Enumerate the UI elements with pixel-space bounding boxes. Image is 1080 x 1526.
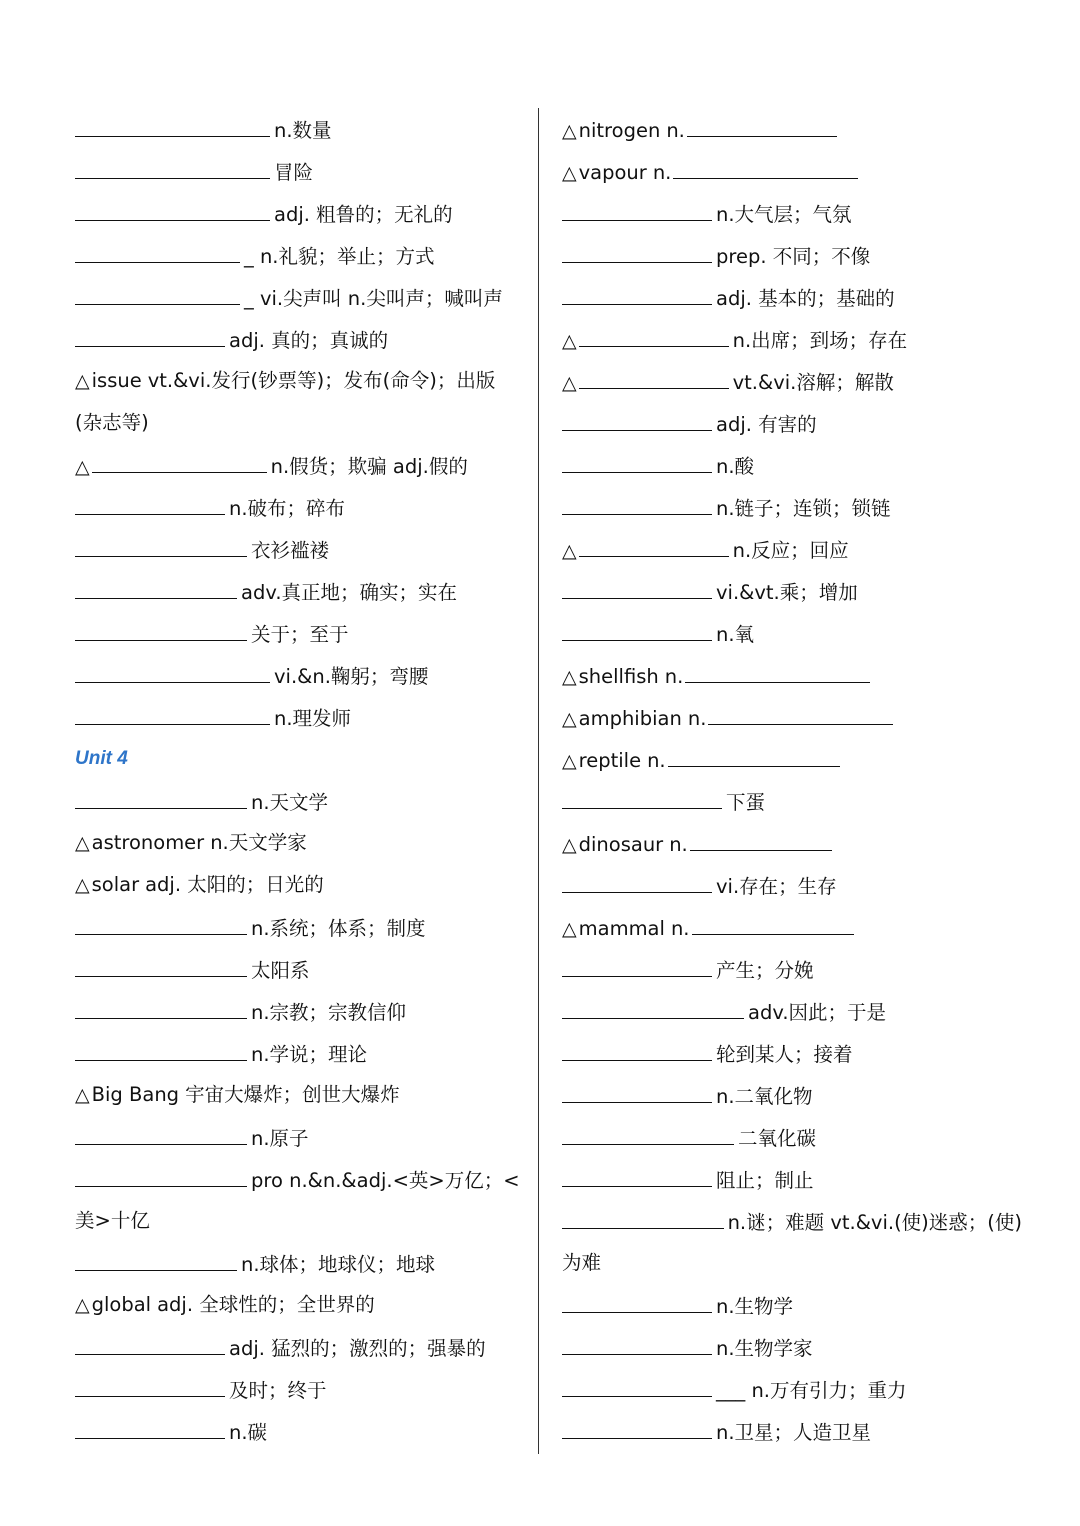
definition: n.	[652, 161, 672, 184]
vocab-term: amphibian	[578, 707, 682, 730]
definition: n.出席；到场；存在	[732, 329, 908, 352]
answer-blank[interactable]	[562, 948, 712, 977]
vocab-term: nitrogen	[578, 119, 661, 142]
definition: adv.因此；于是	[748, 1001, 887, 1024]
definition: adj. 全球性的；全世界的	[157, 1293, 375, 1316]
vocab-line	[75, 1410, 525, 1452]
answer-blank[interactable]	[75, 1116, 247, 1145]
answer-blank[interactable]	[562, 1284, 712, 1313]
triangle-icon: △	[562, 372, 577, 394]
vocab-line	[562, 1284, 1022, 1326]
definition: 美>十亿	[75, 1209, 150, 1232]
vocab-line	[75, 318, 525, 360]
vocab-term: solar	[91, 873, 140, 896]
definition: adj. 猛烈的；激烈的；强暴的	[229, 1337, 486, 1360]
definition: 太阳系	[251, 959, 310, 982]
definition: 下蛋	[726, 791, 766, 814]
definition: 阻止；制止	[716, 1169, 814, 1192]
vocab-line	[75, 1116, 525, 1158]
vocab-line	[562, 1368, 1022, 1410]
vocab-line	[562, 612, 1022, 654]
triangle-icon: △	[562, 666, 577, 688]
definition: n.理发师	[274, 707, 352, 730]
triangle-icon: △	[75, 1294, 90, 1316]
vocab-line	[562, 864, 1022, 906]
answer-blank[interactable]	[708, 696, 893, 725]
unit-heading: Unit 4	[75, 748, 128, 769]
answer-blank[interactable]	[562, 1368, 712, 1397]
definition: n.假货；欺骗 adj.假的	[270, 455, 468, 478]
answer-blank[interactable]	[562, 1158, 712, 1187]
definition: n.天文学家	[210, 831, 307, 854]
definition: 宇宙大爆炸；创世大爆炸	[185, 1083, 400, 1106]
vocab-line	[75, 948, 525, 990]
vocab-line	[562, 150, 1022, 192]
answer-blank[interactable]	[562, 570, 712, 599]
definition: _ vi.尖声叫 n.尖叫声；喊叫声	[244, 287, 503, 310]
vocab-line	[75, 402, 525, 444]
definition: 衣衫褴褛	[251, 539, 330, 562]
vocab-line	[75, 1074, 525, 1116]
vocab-line	[562, 1242, 1022, 1284]
answer-blank[interactable]	[75, 234, 240, 263]
vocab-term: Big Bang	[91, 1083, 180, 1106]
vocab-line	[75, 192, 525, 234]
definition: n.	[664, 665, 684, 688]
vocab-line	[75, 612, 525, 654]
vocab-line	[75, 1326, 525, 1368]
vocab-line	[562, 780, 1022, 822]
left-column	[75, 108, 525, 1452]
definition: n.酸	[716, 455, 755, 478]
vocab-line	[75, 360, 525, 402]
definition: n.谜；难题 vt.&vi.(使)迷惑；(使)	[727, 1211, 1022, 1234]
definition: n.链子；连锁；锁链	[716, 497, 891, 520]
definition: pro n.&n.&adj.<英>万亿；<	[251, 1169, 520, 1192]
answer-blank[interactable]	[562, 990, 744, 1019]
vocab-line	[75, 864, 525, 906]
definition: n.	[670, 917, 690, 940]
definition: n.氧	[716, 623, 755, 646]
vocab-line	[562, 108, 1022, 150]
vocab-line	[562, 1032, 1022, 1074]
triangle-icon: △	[75, 456, 90, 478]
definition: 关于；至于	[251, 623, 349, 646]
answer-blank[interactable]	[562, 1410, 712, 1439]
triangle-icon: △	[75, 832, 90, 854]
answer-blank[interactable]	[75, 486, 225, 515]
definition: n.大气层；气氛	[716, 203, 852, 226]
vocab-line	[75, 654, 525, 696]
vocab-line	[75, 906, 525, 948]
vocab-line	[75, 1368, 525, 1410]
vocab-line	[562, 570, 1022, 612]
answer-blank[interactable]	[562, 1074, 712, 1103]
vocab-line	[562, 990, 1022, 1032]
answer-blank[interactable]	[562, 864, 712, 893]
definition: 及时；终于	[229, 1379, 327, 1402]
answer-blank[interactable]	[75, 780, 247, 809]
definition: 冒险	[274, 161, 314, 184]
definition: _ n.礼貌；举止；方式	[244, 245, 435, 268]
definition: n.学说；理论	[251, 1043, 368, 1066]
definition: adv.真正地；确实；实在	[241, 581, 458, 604]
answer-blank[interactable]	[75, 1326, 225, 1355]
triangle-icon: △	[75, 1084, 90, 1106]
answer-blank[interactable]	[562, 192, 712, 221]
vocab-term: dinosaur	[578, 833, 664, 856]
answer-blank[interactable]	[673, 150, 858, 179]
vocab-term: issue	[91, 369, 142, 392]
answer-blank[interactable]	[75, 570, 237, 599]
vocab-line	[75, 780, 525, 822]
answer-blank[interactable]	[562, 1116, 734, 1145]
column-divider	[538, 108, 539, 1454]
vocab-line	[75, 486, 525, 528]
answer-blank[interactable]	[579, 528, 729, 557]
vocab-line	[562, 1158, 1022, 1200]
definition: n.生物学家	[716, 1337, 813, 1360]
vocab-line	[75, 1242, 525, 1284]
vocab-term: reptile	[578, 749, 642, 772]
answer-blank[interactable]	[562, 1200, 724, 1229]
definition: n.反应；回应	[732, 539, 849, 562]
vocab-line	[562, 402, 1022, 444]
answer-blank[interactable]	[75, 654, 270, 683]
definition: n.碳	[229, 1421, 268, 1444]
definition: n.系统；体系；制度	[251, 917, 426, 940]
answer-blank[interactable]	[668, 738, 840, 767]
answer-blank[interactable]	[562, 402, 712, 431]
answer-blank[interactable]	[75, 1158, 247, 1187]
vocab-term: shellfish	[578, 665, 659, 688]
definition: 产生；分娩	[716, 959, 814, 982]
answer-blank[interactable]	[75, 276, 240, 305]
definition: 二氧化碳	[738, 1127, 817, 1150]
definition: n.原子	[251, 1127, 309, 1150]
vocab-line	[562, 360, 1022, 402]
triangle-icon: △	[562, 750, 577, 772]
vocab-line	[562, 1410, 1022, 1452]
vocab-line	[75, 990, 525, 1032]
vocab-line	[562, 276, 1022, 318]
definition: n.宗教；宗教信仰	[251, 1001, 407, 1024]
definition: (杂志等)	[75, 411, 149, 434]
answer-blank[interactable]	[685, 654, 870, 683]
answer-blank[interactable]	[562, 780, 722, 809]
vocab-term: vapour	[578, 161, 647, 184]
definition: n.	[669, 833, 688, 856]
answer-blank[interactable]	[75, 192, 270, 221]
definition: prep. 不同；不像	[716, 245, 871, 268]
answer-blank[interactable]	[579, 318, 729, 347]
definition: n.破布；碎布	[229, 497, 346, 520]
answer-blank[interactable]	[75, 1368, 225, 1397]
vocab-line	[562, 1116, 1022, 1158]
definition: n.	[647, 749, 666, 772]
answer-blank[interactable]	[562, 276, 712, 305]
answer-blank[interactable]	[75, 150, 270, 179]
definition: 为难	[562, 1251, 602, 1274]
answer-blank[interactable]	[562, 1326, 712, 1355]
definition: vt.&vi.发行(钞票等)；发布(命令)；出版	[147, 369, 496, 392]
triangle-icon: △	[75, 370, 90, 392]
vocab-line	[75, 444, 525, 486]
answer-blank[interactable]	[75, 1032, 247, 1061]
answer-blank[interactable]	[75, 1242, 237, 1271]
vocab-term: mammal	[578, 917, 665, 940]
vocab-line	[562, 486, 1022, 528]
definition: n.卫星；人造卫星	[716, 1421, 872, 1444]
answer-blank[interactable]	[75, 696, 270, 725]
vocab-line	[562, 1200, 1022, 1242]
vocab-line	[562, 906, 1022, 948]
answer-blank[interactable]	[75, 318, 225, 347]
definition: adj. 基本的；基础的	[716, 287, 895, 310]
vocab-line	[75, 108, 525, 150]
definition: 轮到某人；接着	[716, 1043, 853, 1066]
vocab-line	[562, 696, 1022, 738]
definition: n.生物学	[716, 1295, 794, 1318]
answer-blank[interactable]	[562, 612, 712, 641]
answer-blank[interactable]	[75, 528, 247, 557]
vocab-line	[75, 1284, 525, 1326]
answer-blank[interactable]	[75, 948, 247, 977]
triangle-icon: △	[562, 918, 577, 940]
vocab-term: astronomer	[91, 831, 205, 854]
vocab-line	[75, 1158, 525, 1200]
answer-blank[interactable]	[92, 444, 267, 473]
definition: adj. 粗鲁的；无礼的	[274, 203, 453, 226]
vocab-line	[75, 570, 525, 612]
definition: n.天文学	[251, 791, 329, 814]
answer-blank[interactable]	[562, 234, 712, 263]
triangle-icon: △	[562, 708, 577, 730]
definition: n.二氧化物	[716, 1085, 813, 1108]
answer-blank[interactable]	[75, 612, 247, 641]
definition: n.	[666, 119, 685, 142]
answer-blank[interactable]	[562, 1032, 712, 1061]
triangle-icon: △	[562, 834, 577, 856]
definition: adj. 太阳的；日光的	[145, 873, 324, 896]
triangle-icon: △	[562, 162, 577, 184]
answer-blank[interactable]	[692, 906, 854, 935]
triangle-icon: △	[562, 120, 577, 142]
triangle-icon: △	[562, 330, 577, 352]
definition: ___ n.万有引力；重力	[716, 1379, 907, 1402]
vocab-line	[75, 1200, 525, 1242]
answer-blank[interactable]	[75, 990, 247, 1019]
definition: n.数量	[274, 119, 332, 142]
triangle-icon: △	[75, 874, 90, 896]
vocab-line	[562, 444, 1022, 486]
definition: adj. 有害的	[716, 413, 817, 436]
vocab-line	[562, 654, 1022, 696]
vocab-line	[75, 696, 525, 738]
answer-blank[interactable]	[562, 444, 712, 473]
vocab-line	[562, 528, 1022, 570]
vocab-line	[562, 1326, 1022, 1368]
vocab-line	[75, 150, 525, 192]
vocab-line	[75, 822, 525, 864]
vocab-line	[75, 738, 525, 780]
vocab-line	[75, 234, 525, 276]
vocab-term: global	[91, 1293, 152, 1316]
vocab-line	[562, 1074, 1022, 1116]
definition: vt.&vi.溶解；解散	[732, 371, 894, 394]
answer-blank[interactable]	[562, 486, 712, 515]
triangle-icon: △	[562, 540, 577, 562]
vocab-line	[562, 318, 1022, 360]
vocab-line	[562, 948, 1022, 990]
definition: adj. 真的；真诚的	[229, 329, 389, 352]
vocab-line	[562, 738, 1022, 780]
vocab-line	[562, 192, 1022, 234]
vocab-line	[562, 822, 1022, 864]
answer-blank[interactable]	[687, 108, 837, 137]
definition: vi.&vt.乘；增加	[716, 581, 858, 604]
definition: vi.&n.鞠躬；弯腰	[274, 665, 429, 688]
answer-blank[interactable]	[75, 108, 270, 137]
definition: vi.存在；生存	[716, 875, 837, 898]
vocab-line	[75, 276, 525, 318]
definition: n.	[687, 707, 707, 730]
answer-blank[interactable]	[75, 1410, 225, 1439]
answer-blank[interactable]	[690, 822, 832, 851]
definition: n.球体；地球仪；地球	[241, 1253, 436, 1276]
vocab-line	[562, 234, 1022, 276]
answer-blank[interactable]	[579, 360, 729, 389]
vocab-line	[75, 528, 525, 570]
right-column	[562, 108, 1022, 1452]
vocab-line	[75, 1032, 525, 1074]
answer-blank[interactable]	[75, 906, 247, 935]
